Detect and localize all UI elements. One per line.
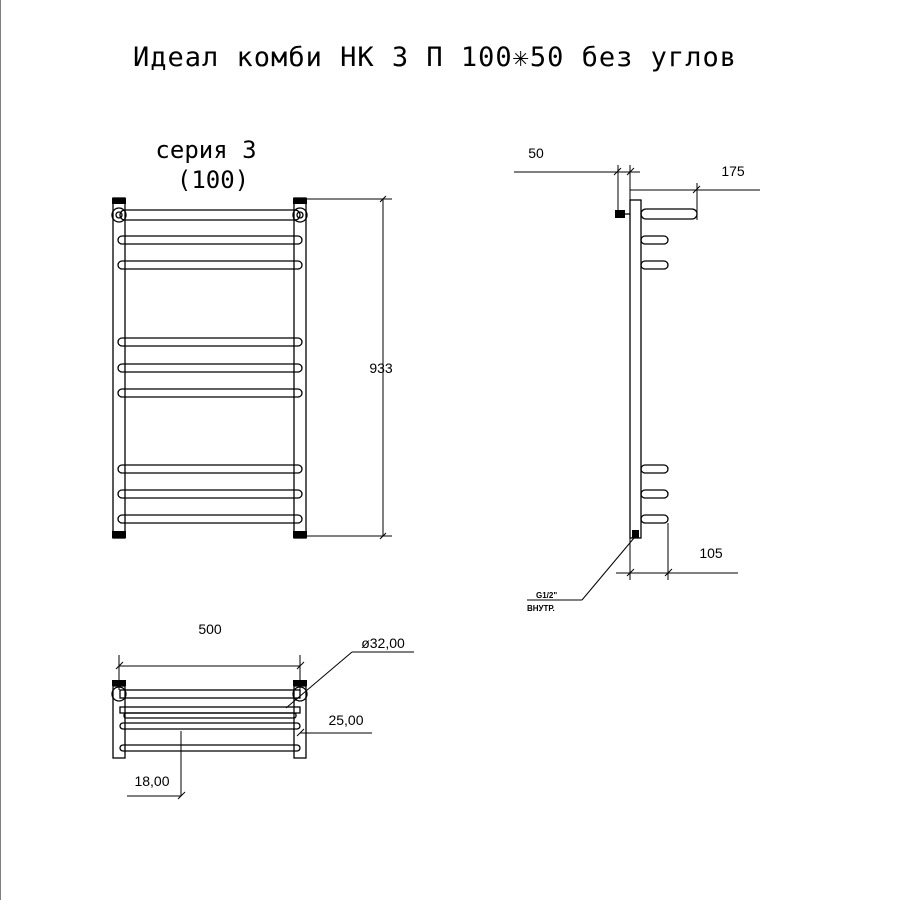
rung <box>118 515 302 523</box>
shelf-plate <box>124 713 296 718</box>
gap-label: 25,00 <box>328 712 364 728</box>
offset-label: 175 <box>721 163 745 179</box>
rung <box>118 338 302 346</box>
thread-label: G1/2" <box>536 591 558 600</box>
top-view <box>112 621 414 799</box>
rung <box>118 236 302 244</box>
offset-dimension <box>630 183 760 220</box>
right-post <box>293 198 307 538</box>
depth-label: 50 <box>528 145 544 161</box>
wall-bracket <box>615 210 625 218</box>
front-view <box>112 196 393 539</box>
side-rung-ends <box>641 236 668 523</box>
depth-dimension <box>514 165 640 210</box>
rung <box>118 364 302 372</box>
rung <box>118 389 302 397</box>
side-shelf <box>641 209 697 219</box>
width-dimension <box>116 655 304 690</box>
height-label: 933 <box>369 360 393 376</box>
top-shelf-bar <box>120 690 300 698</box>
top-left-post <box>112 680 126 758</box>
top-rail <box>120 707 300 713</box>
rung <box>118 261 302 269</box>
rungs <box>118 236 302 523</box>
bottom-label: 105 <box>699 545 723 561</box>
series-label: серия 3 <box>155 136 257 164</box>
bar-label: 18,00 <box>134 773 170 789</box>
gap-dimension <box>297 729 372 736</box>
diameter-label: ø32,00 <box>361 635 405 651</box>
shelf-bar <box>120 210 300 220</box>
thread-note: ВНУТР. <box>527 604 555 613</box>
rung <box>118 465 302 473</box>
top-rung <box>120 723 300 729</box>
series-size-label: (100) <box>176 166 250 194</box>
side-post <box>630 200 641 538</box>
width-label: 500 <box>198 621 222 637</box>
side-view <box>514 145 760 613</box>
top-rung <box>120 745 300 751</box>
rung <box>118 490 302 498</box>
drawing-title: Идеал комби НК 3 П 100✳50 без углов <box>133 42 737 73</box>
left-post <box>112 198 126 538</box>
